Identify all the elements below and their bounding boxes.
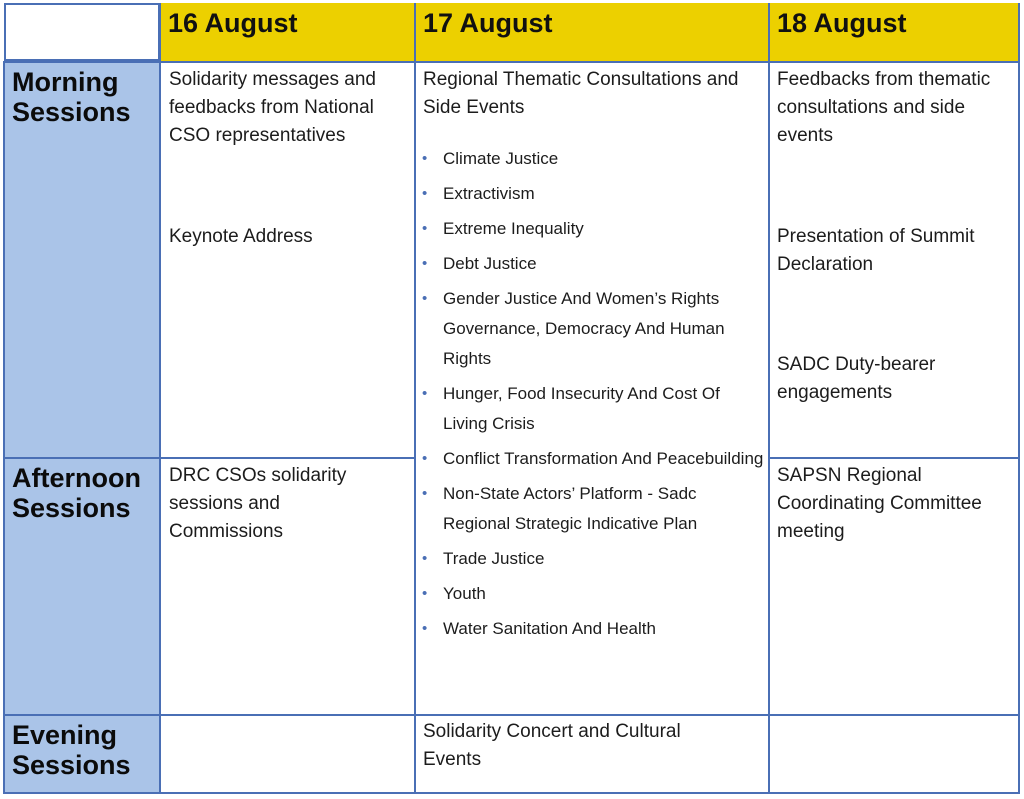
row-header-evening <box>4 714 160 793</box>
row-label-afternoon-line2: Sessions <box>12 493 131 523</box>
grid-line <box>3 61 1020 63</box>
row-label-afternoon <box>12 463 141 523</box>
header-cell-16-august <box>160 3 415 61</box>
row-label-morning-line2: Sessions <box>12 97 131 127</box>
bullet-icon: • <box>422 550 428 567</box>
aug18-morning-declaration: Presentation of Summit Declaration <box>777 226 975 275</box>
row-label-afternoon-line1: Afternoon <box>12 463 141 493</box>
bullet-icon: • <box>422 485 428 502</box>
bullet-icon: • <box>422 450 428 467</box>
list-item <box>420 179 765 209</box>
topic-label: Non-State Actors’ Platform - Sadc Regional Strategic Indicative Plan <box>443 484 698 533</box>
bullet-icon: • <box>422 185 428 202</box>
topic-label: Extractivism <box>443 184 535 203</box>
list-item <box>420 544 765 574</box>
header-18-august: 18 August <box>777 8 907 38</box>
aug18-afternoon-sapsn: SAPSN Regional Coordinating Committee meeting <box>777 465 982 542</box>
topic-label: Debt Justice <box>443 254 537 273</box>
grid-line <box>3 714 1020 716</box>
row-label-evening-line2: Sessions <box>12 750 131 780</box>
corner-cell <box>4 3 160 61</box>
bullet-icon: • <box>422 150 428 167</box>
header-cell-18-august <box>769 3 1019 61</box>
topic-label: Trade Justice <box>443 549 545 568</box>
list-item <box>420 214 765 244</box>
topic-label: Conflict Transformation And Peacebuilding <box>443 449 764 468</box>
row-label-morning <box>12 67 131 127</box>
header-cell-17-august <box>415 3 769 61</box>
list-item <box>420 249 765 279</box>
aug16-morning-keynote: Keynote Address <box>169 226 313 247</box>
bullet-icon: • <box>422 255 428 272</box>
grid-line <box>1018 3 1020 794</box>
row-header-afternoon <box>4 457 160 714</box>
row-label-morning-line1: Morning <box>12 67 119 97</box>
row-header-morning <box>4 61 160 457</box>
row-label-evening <box>12 720 131 780</box>
bullet-icon: • <box>422 585 428 602</box>
grid-line <box>159 3 161 794</box>
list-item <box>420 444 765 474</box>
topic-label: Hunger, Food Insecurity And Cost Of Living Crisis <box>443 384 720 433</box>
aug17-topics-list <box>420 144 765 649</box>
list-item <box>420 614 765 644</box>
aug16-morning-solidarity: Solidarity messages and feedbacks from National CSO representatives <box>169 69 376 146</box>
topic-label: Water Sanitation And Health <box>443 619 656 638</box>
topic-label: Extreme Inequality <box>443 219 584 238</box>
row-label-evening-line1: Evening <box>12 720 118 750</box>
grid-line <box>3 61 5 794</box>
header-17-august: 17 August <box>423 8 553 38</box>
topic-label: Gender Justice And Women’s Rights Governance, Democracy And Human Rights <box>443 289 725 368</box>
bullet-icon: • <box>422 290 428 307</box>
header-16-august: 16 August <box>168 8 298 38</box>
topic-label: Climate Justice <box>443 149 559 168</box>
aug16-afternoon-drc: DRC CSOs solidarity sessions and Commissions <box>169 465 347 542</box>
list-item <box>420 284 765 374</box>
aug18-morning-duty-bearer: SADC Duty-bearer engagements <box>777 354 936 403</box>
bullet-icon: • <box>422 220 428 237</box>
bullet-icon: • <box>422 620 428 637</box>
grid-line <box>414 3 416 794</box>
list-item <box>420 144 765 174</box>
grid-line <box>3 792 1020 794</box>
aug17-morning-title: Regional Thematic Consultations and Side Events <box>423 69 739 118</box>
grid-line <box>3 457 415 459</box>
topic-label: Youth <box>443 584 486 603</box>
list-item <box>420 579 765 609</box>
bullet-icon: • <box>422 385 428 402</box>
grid-line <box>768 457 1020 459</box>
grid-line <box>768 3 770 794</box>
aug18-morning-feedbacks: Feedbacks from thematic consultations and side events <box>777 69 991 146</box>
list-item <box>420 479 765 539</box>
list-item <box>420 379 765 439</box>
aug17-evening-concert: Solidarity Concert and Cultural Events <box>423 721 681 770</box>
